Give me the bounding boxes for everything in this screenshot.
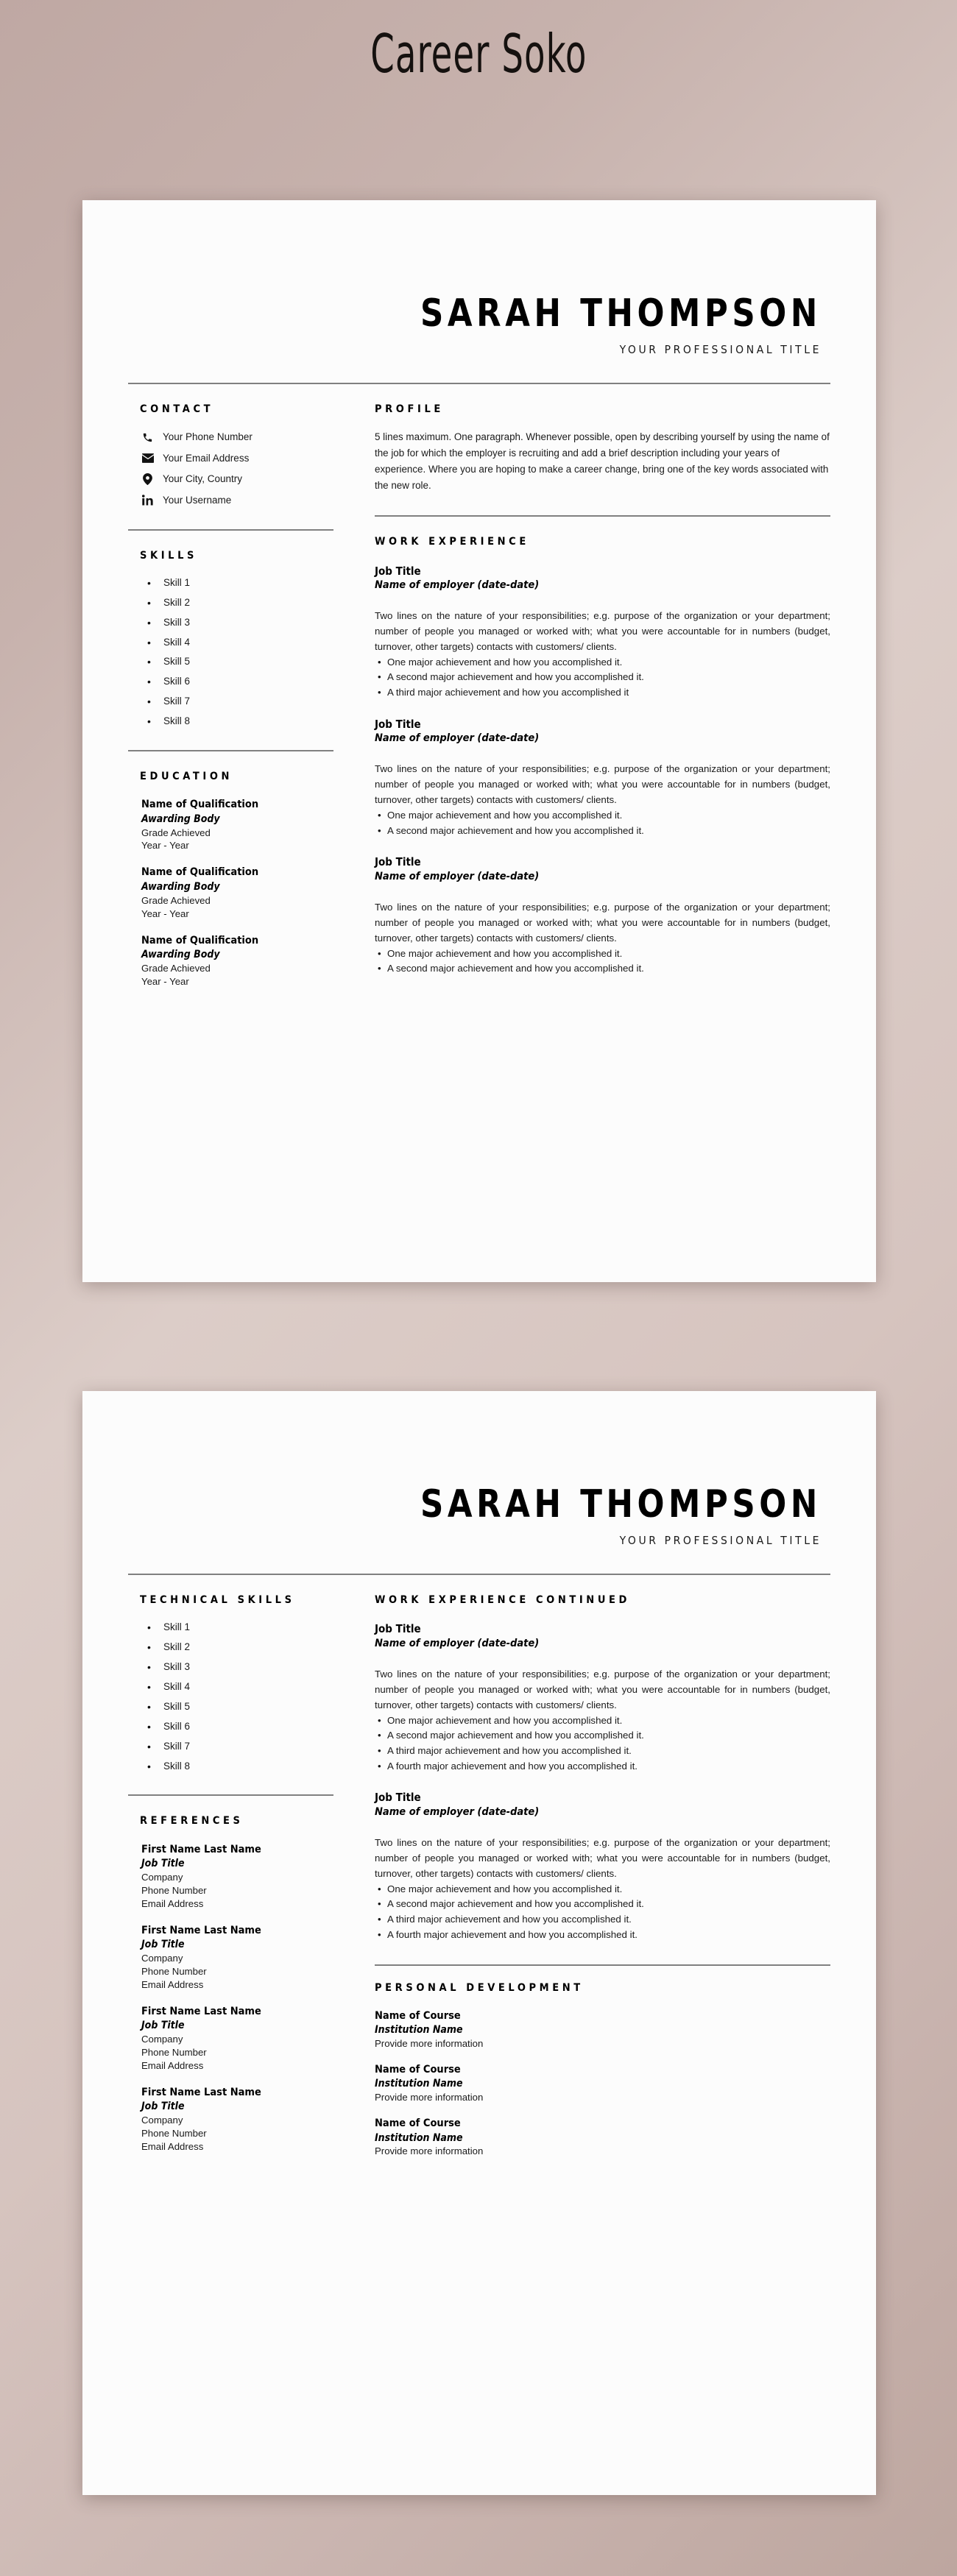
list-item: • Skill 7 bbox=[163, 696, 333, 708]
list-item: • A fourth major achievement and how you accomplished it. bbox=[387, 1928, 830, 1943]
page1-right-column bbox=[353, 384, 830, 988]
job-employer: Name of employer (date-date) bbox=[375, 870, 540, 882]
envelope-icon bbox=[141, 453, 154, 464]
profile-text: 5 lines maximum. One paragraph. Whenever possible, open by describing yourself by using the name of the job for which the employer is recruiting and add a brief description including your years of experience. Where you are hoping to make a career change, bring one of the key words associated with the new role. bbox=[375, 431, 830, 491]
page2-right-column bbox=[353, 1575, 830, 2158]
job-title: Job Title bbox=[375, 1791, 421, 1805]
reference-job-title: Job Title bbox=[141, 2020, 185, 2032]
brand-banner bbox=[0, 0, 957, 85]
list-item: • Skill 4 bbox=[163, 1681, 333, 1694]
list-item: • A third major achievement and how you accomplished it. bbox=[387, 1744, 830, 1759]
education-qualification: Name of Qualification bbox=[141, 934, 259, 946]
education-qualification: Name of Qualification bbox=[141, 866, 259, 879]
resume-page-2 bbox=[82, 1391, 876, 2495]
list-item: • A fourth major achievement and how you accomplished it. bbox=[387, 1759, 830, 1774]
work-divider bbox=[375, 515, 830, 517]
resume-page-1 bbox=[82, 200, 876, 1282]
list-item: • One major achievement and how you accomplished it. bbox=[387, 808, 830, 824]
list-item: • One major achievement and how you accomplished it. bbox=[387, 1882, 830, 1897]
job-description: Two lines on the nature of your responsibilities; e.g. purpose of the organization or your department; number of people you managed or worked with; what you were accountable for in numbers (budget, turnover, other targets) contacts with customers/ clients. bbox=[375, 1668, 830, 1710]
reference-phone: Phone Number bbox=[141, 1965, 207, 1977]
list-item: • One major achievement and how you accomplished it. bbox=[387, 946, 830, 962]
location-pin-icon bbox=[141, 473, 154, 485]
job-description: Two lines on the nature of your responsibilities; e.g. purpose of the organization or your department; number of people you managed or worked with; what you were accountable for in numbers (budget, turnover, other targets) contacts with customers/ clients. bbox=[375, 609, 830, 652]
education-grade: Grade Achieved bbox=[141, 894, 211, 906]
list-item: • A second major achievement and how you accomplished it. bbox=[387, 824, 830, 839]
job-description: Two lines on the nature of your responsibilities; e.g. purpose of the organization or your department; number of people you managed or worked with; what you were accountable for in numbers (budget, turnover, other targets) contacts with customers/ clients. bbox=[375, 901, 830, 944]
reference-email: Email Address bbox=[141, 2140, 204, 2152]
list-item: • Skill 5 bbox=[163, 1701, 333, 1713]
section-heading-personal-development: PERSONAL DEVELOPMENT bbox=[375, 1982, 584, 1995]
education-divider bbox=[128, 750, 333, 751]
contact-row-email[interactable] bbox=[141, 452, 333, 465]
reference-name: First Name Last Name bbox=[141, 2005, 261, 2017]
list-item: • One major achievement and how you accomplished it. bbox=[387, 655, 830, 670]
list-item: • Skill 1 bbox=[163, 577, 333, 590]
candidate-subtitle: YOUR PROFESSIONAL TITLE bbox=[619, 1534, 822, 1547]
reference-job-title: Job Title bbox=[141, 1939, 185, 1951]
contact-location-text: Your City, Country bbox=[163, 473, 243, 485]
reference-company: Company bbox=[141, 2034, 183, 2045]
personal-development-entry bbox=[375, 2117, 830, 2158]
list-item: • Skill 6 bbox=[163, 676, 333, 688]
reference-entry bbox=[128, 2005, 333, 2073]
list-item: • Skill 2 bbox=[163, 1641, 333, 1654]
technical-skills-list bbox=[128, 1621, 333, 1772]
reference-company: Company bbox=[141, 1871, 183, 1883]
reference-entry bbox=[128, 1843, 333, 1911]
list-item: • Skill 1 bbox=[163, 1621, 333, 1634]
course-info: Provide more information bbox=[375, 2145, 484, 2157]
reference-email: Email Address bbox=[141, 1978, 204, 1990]
job-title: Job Title bbox=[375, 717, 421, 731]
institution-name: Institution Name bbox=[375, 2078, 463, 2090]
contact-phone-text: Your Phone Number bbox=[163, 431, 253, 443]
page1-columns bbox=[128, 384, 830, 988]
reference-name: First Name Last Name bbox=[141, 2086, 261, 2098]
list-item: • Skill 5 bbox=[163, 656, 333, 668]
section-heading-technical-skills: TECHNICAL SKILLS bbox=[140, 1594, 295, 1606]
reference-job-title: Job Title bbox=[141, 1858, 185, 1870]
list-item: • A third major achievement and how you accomplished it. bbox=[387, 1912, 830, 1928]
section-heading-skills: SKILLS bbox=[140, 549, 197, 562]
reference-name: First Name Last Name bbox=[141, 1843, 261, 1855]
section-heading-work-experience: WORK EXPERIENCE bbox=[375, 536, 529, 548]
skills-divider bbox=[128, 529, 333, 531]
list-item: • A third major achievement and how you accomplished it bbox=[387, 685, 830, 701]
section-heading-references: REFERENCES bbox=[140, 1815, 244, 1827]
education-awarding-body: Awarding Body bbox=[141, 948, 220, 960]
skills-list bbox=[128, 577, 333, 728]
reference-job-title: Job Title bbox=[141, 2101, 185, 2113]
list-item: • Skill 8 bbox=[163, 1761, 333, 1773]
linkedin-icon bbox=[141, 495, 154, 506]
course-info: Provide more information bbox=[375, 2038, 484, 2050]
course-name: Name of Course bbox=[375, 2009, 461, 2022]
job-achievements bbox=[375, 1713, 830, 1774]
education-entry bbox=[128, 798, 333, 852]
education-awarding-body: Awarding Body bbox=[141, 813, 220, 825]
course-info: Provide more information bbox=[375, 2092, 484, 2103]
education-grade: Grade Achieved bbox=[141, 962, 211, 974]
personal-development-divider bbox=[375, 1964, 830, 1966]
education-entry bbox=[128, 934, 333, 988]
course-name: Name of Course bbox=[375, 2064, 461, 2076]
phone-icon bbox=[141, 431, 154, 443]
list-item: • Skill 3 bbox=[163, 1661, 333, 1674]
job-description: Two lines on the nature of your responsibilities; e.g. purpose of the organization or your department; number of people you managed or worked with; what you were accountable for in numbers (budget, turnover, other targets) contacts with customers/ clients. bbox=[375, 1836, 830, 1879]
candidate-name: SARAH THOMPSON bbox=[420, 1482, 822, 1526]
list-item: • Skill 3 bbox=[163, 617, 333, 629]
reference-phone: Phone Number bbox=[141, 2046, 207, 2058]
institution-name: Institution Name bbox=[375, 2131, 463, 2144]
reference-company: Company bbox=[141, 2115, 183, 2126]
education-years: Year - Year bbox=[141, 907, 189, 919]
contact-list bbox=[128, 431, 333, 506]
work-entry bbox=[375, 1621, 830, 1774]
brand-title: Career Soko bbox=[370, 23, 587, 85]
job-achievements bbox=[375, 1882, 830, 1943]
job-title: Job Title bbox=[375, 564, 421, 578]
education-grade: Grade Achieved bbox=[141, 827, 211, 838]
list-item: • A second major achievement and how you accomplished it. bbox=[387, 670, 830, 685]
work-entry bbox=[375, 854, 830, 977]
course-name: Name of Course bbox=[375, 2117, 461, 2130]
personal-development-section bbox=[375, 1982, 830, 2158]
education-entry bbox=[128, 866, 333, 920]
education-years: Year - Year bbox=[141, 975, 189, 987]
reference-phone: Phone Number bbox=[141, 2128, 207, 2139]
job-achievements bbox=[375, 655, 830, 701]
job-employer: Name of employer (date-date) bbox=[375, 732, 540, 745]
contact-row-linkedin[interactable] bbox=[141, 494, 333, 507]
page1-left-column bbox=[128, 384, 353, 988]
job-achievements bbox=[375, 808, 830, 838]
reference-entry bbox=[128, 2086, 333, 2154]
contact-linkedin-text: Your Username bbox=[163, 495, 232, 506]
candidate-subtitle: YOUR PROFESSIONAL TITLE bbox=[619, 343, 822, 356]
list-item: • Skill 2 bbox=[163, 597, 333, 609]
job-employer: Name of employer (date-date) bbox=[375, 1805, 540, 1818]
work-entry bbox=[375, 717, 830, 839]
list-item: • One major achievement and how you accomplished it. bbox=[387, 1713, 830, 1729]
resume-header-1 bbox=[128, 243, 830, 356]
personal-development-entry bbox=[375, 2063, 830, 2104]
list-item: • Skill 4 bbox=[163, 637, 333, 649]
section-heading-profile: PROFILE bbox=[375, 403, 444, 415]
institution-name: Institution Name bbox=[375, 2024, 463, 2037]
job-title: Job Title bbox=[375, 1622, 421, 1636]
list-item: • Skill 6 bbox=[163, 1721, 333, 1733]
list-item: • A second major achievement and how you accomplished it. bbox=[387, 961, 830, 977]
references-divider bbox=[128, 1794, 333, 1796]
section-heading-work-experience-continued: WORK EXPERIENCE CONTINUED bbox=[375, 1594, 630, 1606]
section-heading-contact: CONTACT bbox=[140, 403, 214, 415]
section-heading-education: EDUCATION bbox=[140, 770, 233, 782]
contact-row-phone[interactable] bbox=[141, 431, 333, 444]
list-item: • A second major achievement and how you accomplished it. bbox=[387, 1897, 830, 1912]
page2-columns bbox=[128, 1575, 830, 2158]
list-item: • Skill 7 bbox=[163, 1741, 333, 1753]
page2-left-column bbox=[128, 1575, 353, 2158]
candidate-name: SARAH THOMPSON bbox=[420, 291, 822, 336]
list-item: • Skill 8 bbox=[163, 715, 333, 728]
job-description: Two lines on the nature of your responsibilities; e.g. purpose of the organization or your department; number of people you managed or worked with; what you were accountable for in numbers (budget, turnover, other targets) contacts with customers/ clients. bbox=[375, 763, 830, 806]
education-qualification: Name of Qualification bbox=[141, 799, 259, 811]
resume-header-2 bbox=[128, 1434, 830, 1547]
education-awarding-body: Awarding Body bbox=[141, 880, 220, 893]
job-employer: Name of employer (date-date) bbox=[375, 1637, 540, 1649]
contact-row-location[interactable] bbox=[141, 473, 333, 486]
list-item: • A second major achievement and how you accomplished it. bbox=[387, 1728, 830, 1744]
contact-email-text: Your Email Address bbox=[163, 452, 250, 464]
reference-name: First Name Last Name bbox=[141, 1924, 261, 1936]
reference-email: Email Address bbox=[141, 2059, 204, 2071]
reference-entry bbox=[128, 1924, 333, 1992]
reference-phone: Phone Number bbox=[141, 1884, 207, 1896]
reference-email: Email Address bbox=[141, 1897, 204, 1909]
personal-development-entry bbox=[375, 2009, 830, 2050]
job-employer: Name of employer (date-date) bbox=[375, 578, 540, 591]
work-entry bbox=[375, 1790, 830, 1942]
job-achievements bbox=[375, 946, 830, 977]
reference-company: Company bbox=[141, 1952, 183, 1964]
education-years: Year - Year bbox=[141, 840, 189, 852]
job-title: Job Title bbox=[375, 855, 421, 869]
work-entry bbox=[375, 564, 830, 701]
